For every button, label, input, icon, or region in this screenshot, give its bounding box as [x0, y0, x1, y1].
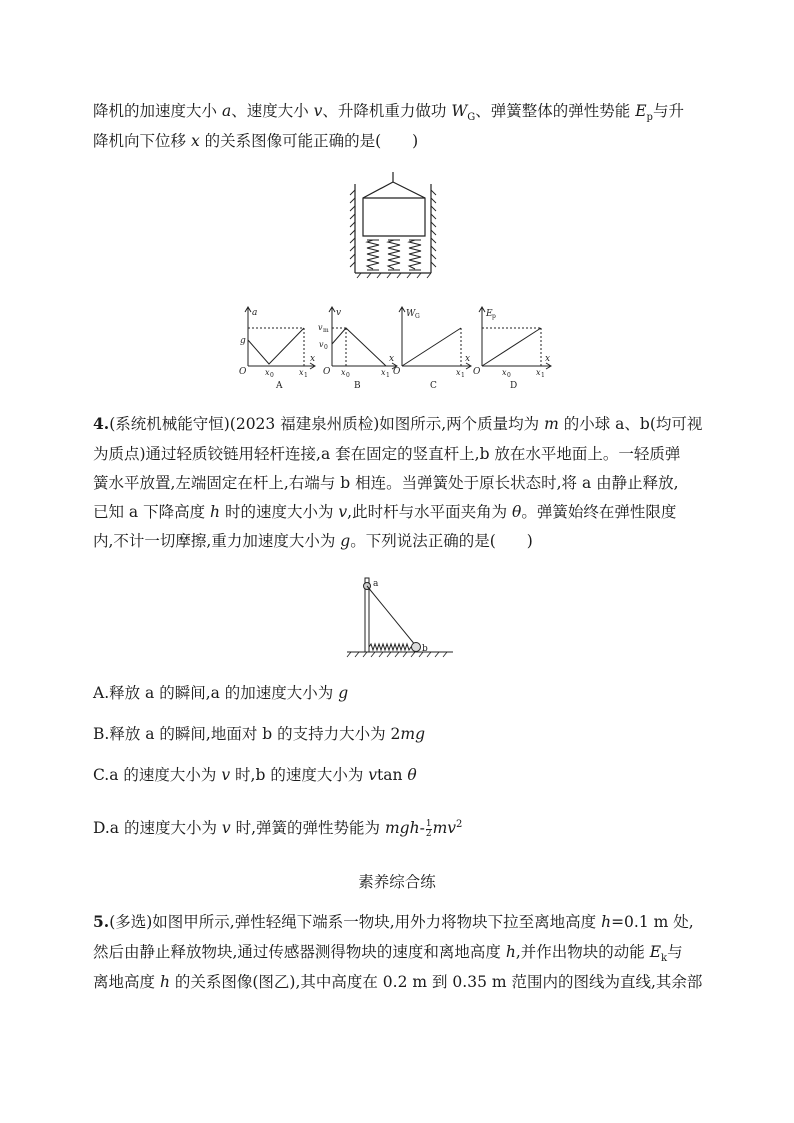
- q5-text: =0.1 m 处,: [611, 913, 694, 931]
- option-c-tan: tan: [377, 766, 408, 784]
- q5-text: (多选)如图甲所示,弹性轻绳下端系一物块,用外力将物块下拉至离地高度: [109, 913, 602, 931]
- q5-text: 的关系图像(图乙),其中高度在 0.2 m 到 0.35 m 范围内的图线为直线,其余部: [169, 973, 703, 991]
- graph-a-ylabel: a: [252, 308, 258, 318]
- graph-a-xaxis: x: [310, 354, 316, 364]
- graph-d-x1-sub: 1: [541, 372, 545, 379]
- graph-b-xaxis: x: [389, 354, 395, 364]
- graph-b: [318, 307, 397, 390]
- option-d-numerator: 1: [425, 818, 432, 829]
- q4-line-5: [93, 531, 533, 551]
- graph-b-vm-sub: m: [323, 327, 329, 334]
- q4-line-3: 簧水平放置,左端固定在杆上,右端与 b 相连。当弹簧处于原长状态时,将 a 由静止释放,: [93, 474, 679, 492]
- figure-label-a: a: [373, 579, 379, 589]
- graph-d-origin: O: [473, 367, 481, 377]
- option-d-symbol-v: v: [221, 819, 231, 838]
- q5-number: 5.: [93, 912, 110, 931]
- q3-text: 、升降机重力做功: [322, 102, 452, 120]
- q4-text: (系统机械能守恒)(2023 福建泉州质检)如图所示,两个质量均为: [109, 415, 545, 433]
- q3-text: 降机的加速度大小: [93, 102, 222, 120]
- figure-label-b: b: [422, 644, 428, 654]
- graph-c: [393, 307, 471, 390]
- option-c-symbol-v2: v: [368, 766, 378, 784]
- q4-text: 的小球 a、b(均可视: [558, 415, 703, 433]
- q4-text: 。弹簧始终在弹性限度: [521, 503, 677, 521]
- q4-symbol-h: h: [210, 503, 221, 521]
- q3-symbol-v: v: [313, 102, 323, 120]
- option-d: [93, 815, 462, 839]
- option-d-denominator: 2: [425, 828, 432, 839]
- q3-line-2: [93, 131, 418, 151]
- option-a-text: A.释放 a 的瞬间,a 的加速度大小为: [93, 684, 339, 702]
- q4-line-4: [93, 502, 676, 522]
- option-c-text: 时,b 的速度大小为: [230, 766, 369, 784]
- graph-b-label: B: [354, 381, 361, 390]
- q4-symbol-m: m: [544, 415, 559, 433]
- graph-a-x1-sub: 1: [304, 372, 308, 379]
- q4-line-1: [93, 414, 702, 434]
- q3-text: 、速度大小: [231, 102, 314, 120]
- q3-symbol-E: E: [635, 102, 647, 120]
- option-c: [93, 765, 417, 785]
- option-a: [93, 683, 348, 703]
- graph-b-v0: v: [319, 340, 324, 349]
- graph-c-origin: O: [393, 367, 401, 377]
- q3-line-1: [93, 101, 684, 128]
- q5-text: ,并作出物块的动能: [515, 943, 650, 961]
- graph-c-xaxis: x: [465, 354, 471, 364]
- q3-sub-p: p: [646, 112, 653, 124]
- q4-text: 。下列说法正确的是( ): [350, 532, 533, 550]
- graph-d-ylabel-sub: p: [492, 313, 496, 320]
- graph-b-vm: v: [318, 323, 323, 332]
- q5-line-2: [93, 942, 683, 969]
- graphs-row: [236, 304, 556, 390]
- graph-b-x0: x: [341, 368, 346, 377]
- option-d-fraction: [426, 820, 432, 839]
- graph-b-x0-sub: 0: [346, 372, 350, 379]
- q3-symbol-W: W: [451, 102, 468, 120]
- option-c-symbol-theta: θ: [407, 766, 417, 784]
- q5-text: 与: [667, 943, 683, 961]
- q4-number: 4.: [93, 414, 110, 433]
- q4-symbol-theta: θ: [512, 503, 522, 521]
- section-title: 素养综合练: [358, 873, 436, 891]
- q3-text: 与升: [652, 102, 684, 120]
- graph-d-x1: x: [536, 368, 541, 377]
- graph-c-ylabel-sub: G: [415, 313, 420, 320]
- q4-text: 内,不计一切摩擦,重力加速度大小为: [93, 532, 341, 550]
- q5-symbol-h: h: [159, 973, 170, 991]
- rod-spring-figure: [345, 572, 455, 662]
- q4-text: 已知 a 下降高度: [93, 503, 211, 521]
- q3-symbol-a: a: [221, 102, 232, 120]
- graph-a-origin: O: [239, 367, 247, 377]
- option-a-symbol-g: g: [338, 684, 349, 702]
- graph-a-x0-sub: 0: [270, 372, 274, 379]
- q3-text: 的关系图像可能正确的是( ): [199, 132, 419, 150]
- graph-b-x1: x: [381, 368, 386, 377]
- graph-d-ylabel: E: [486, 309, 493, 319]
- q4-text: ,此时杆与水平面夹角为: [347, 503, 512, 521]
- option-c-text: C.a 的速度大小为: [93, 766, 222, 784]
- q5-line-3: [93, 972, 702, 992]
- graph-b-origin: O: [323, 367, 331, 377]
- graph-a-x1: x: [299, 368, 304, 377]
- q5-symbol-h: h: [505, 943, 516, 961]
- q3-symbol-x: x: [190, 132, 200, 150]
- graph-c-x1: x: [456, 368, 461, 377]
- graph-b-v0-sub: 0: [324, 344, 328, 351]
- graph-b-ylabel: v: [336, 308, 342, 318]
- option-c-symbol-v: v: [221, 766, 231, 784]
- q5-sub-k: k: [661, 953, 668, 965]
- graph-c-ylabel: W: [406, 309, 416, 319]
- q5-symbol-h: h: [601, 913, 612, 931]
- option-d-text: D.a 的速度大小为: [93, 819, 222, 838]
- graph-d-xaxis: x: [545, 354, 551, 364]
- q5-text: 离地高度: [93, 973, 160, 991]
- graph-c-x1-sub: 1: [461, 372, 465, 379]
- option-d-symbol-mgh: mgh: [384, 819, 420, 838]
- q4-text: 时的速度大小为: [220, 503, 339, 521]
- q3-sub-G: G: [467, 112, 476, 124]
- q5-text: 然后由静止释放物块,通过传感器测得物块的速度和离地高度: [93, 943, 506, 961]
- graph-a-x0: x: [265, 368, 270, 377]
- graph-d-x0: x: [502, 368, 507, 377]
- elevator-figure: [345, 172, 445, 282]
- q5-line-1: [93, 912, 694, 932]
- graph-a: [239, 307, 315, 390]
- graph-a-label: A: [276, 381, 283, 390]
- q3-text: 、弹簧整体的弹性势能: [475, 102, 636, 120]
- graph-d: [473, 307, 551, 390]
- option-d-superscript: 2: [456, 819, 463, 830]
- graph-b-x1-sub: 1: [386, 372, 390, 379]
- option-d-symbol-mv: mv: [432, 819, 457, 838]
- option-b: [93, 724, 425, 744]
- option-b-text: B.释放 a 的瞬间,地面对 b 的支持力大小为 2: [93, 725, 401, 743]
- q4-symbol-v: v: [338, 503, 348, 521]
- graph-d-label: D: [510, 381, 518, 390]
- option-d-text: 时,弹簧的弹性势能为: [230, 819, 385, 838]
- graph-a-ytick-g: g: [240, 336, 246, 346]
- q4-symbol-g: g: [340, 532, 351, 550]
- q5-symbol-E: E: [649, 943, 662, 961]
- graph-c-label: C: [430, 381, 437, 390]
- q3-text: 降机向下位移: [93, 132, 191, 150]
- graph-d-x0-sub: 0: [507, 372, 511, 379]
- q4-line-2: 为质点)通过轻质铰链用轻杆连接,a 套在固定的竖直杆上,b 放在水平地面上。一轻质弹: [93, 445, 681, 463]
- option-b-symbol-mg: mg: [400, 725, 426, 743]
- option-d-minus: -: [419, 819, 425, 838]
